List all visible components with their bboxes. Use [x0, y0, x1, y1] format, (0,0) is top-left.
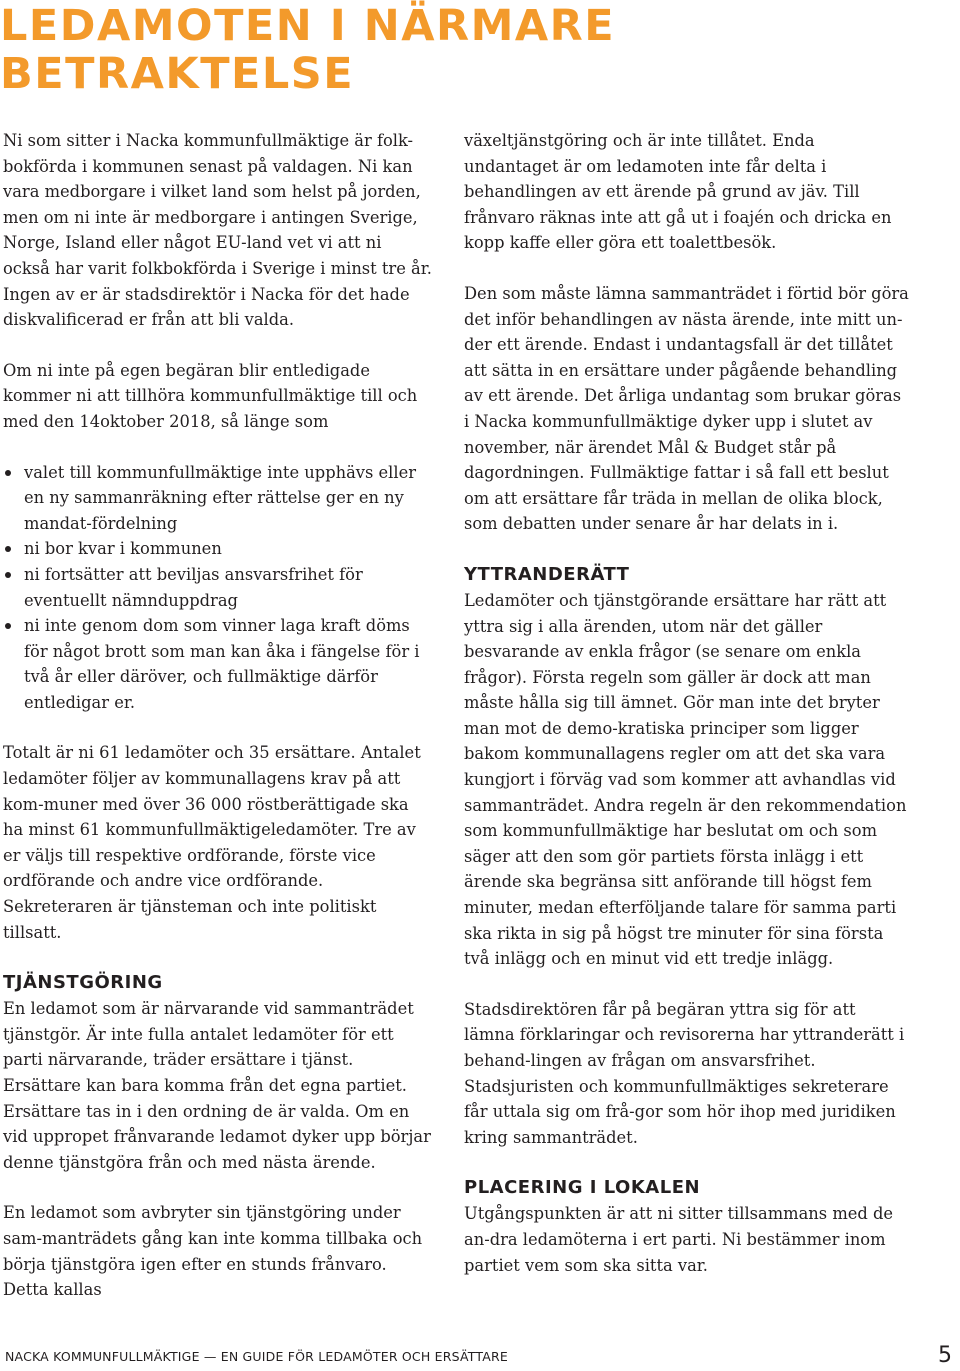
conditions-list [3, 460, 433, 716]
placering-paragraph: Utgångspunkten är att ni sitter tillsammans med de an-dra ledamöterna i ert parti. Ni bestämmer inom partiet vem som ska sitta var. [464, 1204, 894, 1275]
section-heading-yttranderatt: YTTRANDERÄTT [464, 563, 630, 585]
list-item: ni inte genom dom som vinner laga kraft döms för något brott som man kan åka i fängelse för i två år eller däröver, och fullmäktige därför entledigar er. [3, 613, 433, 715]
section-heading-placering: PLACERING I LOKALEN [464, 1177, 701, 1199]
bullet-icon [5, 470, 11, 476]
footer-title: NACKA KOMMUNFULLMÄKTIGE — EN GUIDE FÖR LEDAMÖTER OCH ERSÄTTARE [5, 1349, 508, 1364]
left-column [3, 128, 433, 1328]
section-heading-tjanstgoring: TJÄNSTGÖRING [3, 972, 163, 994]
yttranderatt-paragraph: Ledamöter och tjänstgörande ersättare har rätt att yttra sig i alla ärenden, utom när det gäller besvarande av enkla frågor (se senare om enkla frågor). Första regeln som gäller är dock att man måste hålla sig till ämnet. Gör man inte det bryter man mot de demo-kratiska principer som ligger bakom kommunallagens regler om att det ska vara kungjort i förväg vad som kommer att avhandlas vid sammanträdet. Andra regeln är den rekommendation som kommunfullmäktige har beslutat om och som säger att den som gör partiets första inlägg i ett ärende ska begränsa sitt anförande till högst fem minuter, medan efterföljande talare för samma parti ska rikta in sig på högst tre minuter för sina första två inlägg och en minut vid ett tredje inlägg. [464, 590, 907, 969]
page-title: LEDAMOTEN I NÄRMARE BETRAKTELSE [0, 1, 616, 99]
list-item: valet till kommunfullmäktige inte upphävs eller en ny sammanräkning efter rättelse ger en ny mandat-fördelning [3, 460, 433, 537]
right-column [464, 128, 910, 1303]
bullet-icon [5, 572, 11, 578]
vaxel-paragraph: En ledamot som avbryter sin tjänstgöring under sam-manträdets gång kan inte komma tillbaka och börja tjänstgöra igen efter en stunds frånvaro. Detta kallas [3, 1203, 423, 1300]
page-number: 5 [938, 1343, 952, 1368]
leaving-paragraph: Den som måste lämna sammanträdet i förtid bör göra det inför behandlingen av nästa ärende, inte mitt un-der ett ärende. Endast i undantagsfall är det tillåtet att sätta in en ersättare under pågående behandling av ett ärende. Det årliga undantag som brukar göras i Nacka kommunfullmäktige dyker upp i slutet av november, när ärendet Mål & Budget står på dagordningen. Fullmäktige fattar i så fall ett beslut om att ersättare får träda in mellan de olika block, som debatten under senare år har delats in i. [464, 283, 909, 534]
bullet-icon [5, 546, 11, 552]
vaxel-continued-paragraph: växeltjänstgöring och är inte tillåtet. Enda undantaget är om ledamoten inte får delta i behandlingen av ett ärende på grund av jäv. Till frånvaro räknas inte att gå ut i foajén och dricka en kopp kaffe eller göra ett toalettbesök. [464, 131, 892, 253]
tjanstgoring-paragraph: En ledamot som är närvarande vid sammanträdet tjänstgör. Är inte fulla antalet ledamöter för ett parti närvarande, träder ersättare i tjänst. Ersättare kan bara komma från det egna partiet. Ersättare tas in i den ordning de är valda. Om en vid uppropet frånvarande ledamot dyker upp börjar denne tjänstgöra från och med nästa ärende. [3, 999, 431, 1172]
members-paragraph: Totalt är ni 61 ledamöter och 35 ersättare. Antalet ledamöter följer av kommunallagens krav på att kom-muner med över 36 000 röstberättigade ska ha minst 61 kommunfullmäktigeledamöter. Tre av er väljs till respektive ordförande, förste vice ordförande och andre vice ordförande. Sekreteraren är tjänsteman och inte politiskt tillsatt. [3, 743, 421, 942]
term-paragraph: Om ni inte på egen begäran blir entledigade kommer ni att tillhöra kommunfullmäktige till och med den 14oktober 2018, så länge som [3, 360, 418, 431]
stadsdirektor-paragraph: Stadsdirektören får på begäran yttra sig för att lämna förklaringar och revisorerna har yttranderätt i behand-lingen av frågan om ansvarsfrihet. Stadsjuristen och kommunfullmäktiges sekreterare får uttala sig om frå-gor som hör ihop med juridiken kring sammanträdet. [464, 999, 905, 1147]
intro-paragraph: Ni som sitter i Nacka kommunfullmäktige är folk-bokförda i kommunen senast på valdagen. Ni kan vara medborgare i vilket land som helst på jorden, men om ni inte är medborgare i antingen Sverige, Norge, Island eller något EU-land vet vi att ni också har varit folkbokförda i Sverige i minst tre år. Ingen av er är stadsdirektör i Nacka för det hade diskvalificerad er från att bli valda. [3, 131, 432, 330]
list-item: ni bor kvar i kommunen [3, 536, 433, 562]
list-item: ni fortsätter att beviljas ansvarsfrihet för eventuellt nämnduppdrag [3, 562, 433, 613]
bullet-icon [5, 623, 11, 629]
